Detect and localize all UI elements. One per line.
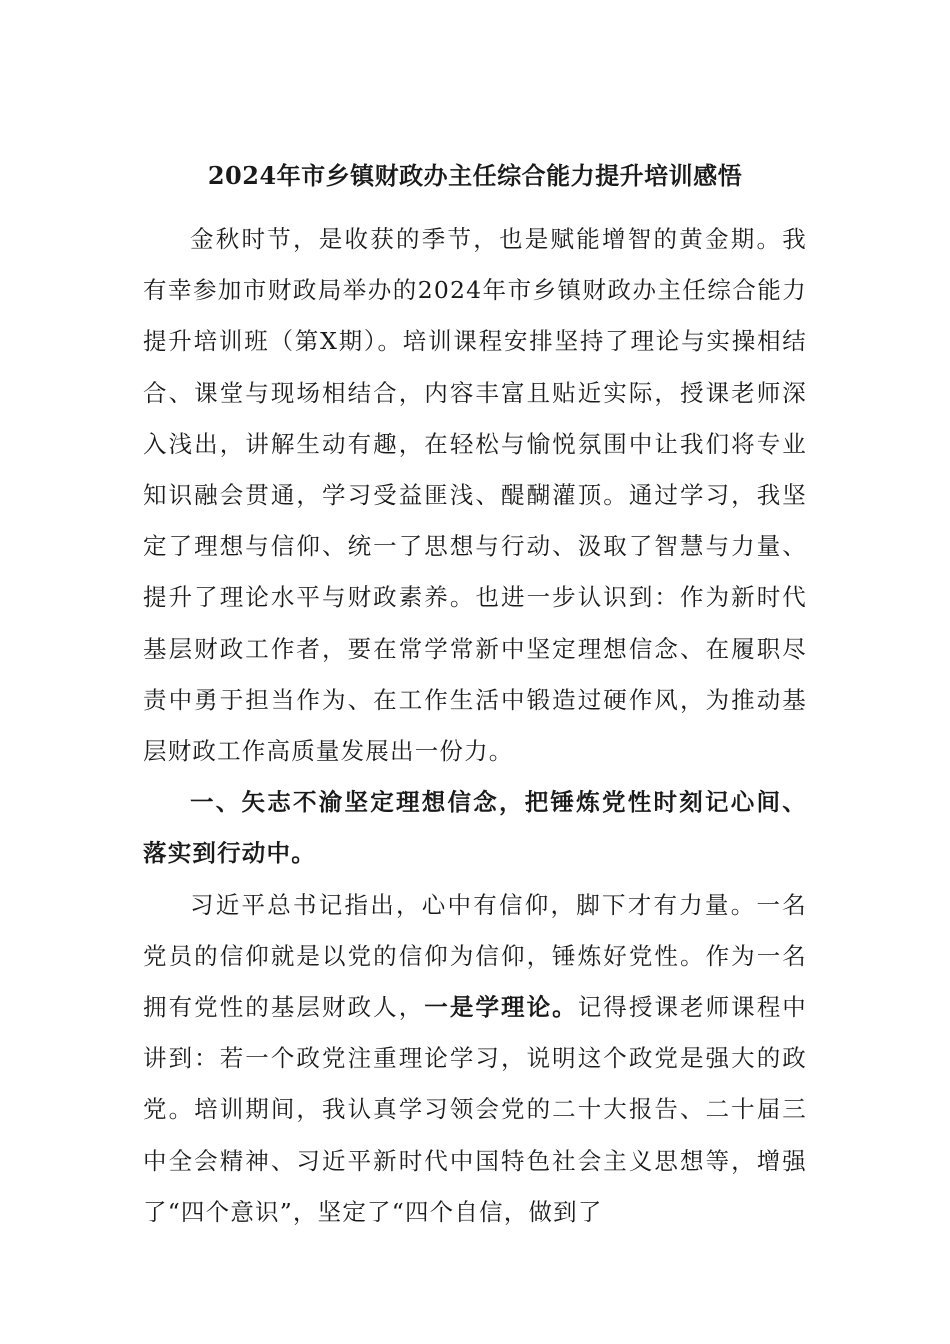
paragraph-lead-bold: 一是学理论。 (424, 993, 578, 1022)
paragraph-text: 记得授课老师课程中讲到：若一个政党注重理论学习，说明这个政党是强大的政党。培训期间，我认真学习领会党的二十大报告、二十届三中全会精神、习近平新时代中国特色社会主义思想等，增强了“四个意识”，坚定了“四个自信，做到了 (143, 993, 808, 1226)
paragraph-text: 习近平总书记指出，心中有信仰，脚下才有力量。一名党员的信仰就是以党的信仰为信仰，锤炼好党性。作为一名拥有党性的基层财政人， (143, 890, 807, 1022)
paragraph-intro: 金秋时节，是收获的季节，也是赋能增智的黄金期。我有幸参加市财政局举办的2024年市乡镇财政办主任综合能力提升培训班（第X期）。培训课程安排坚持了理论与实操相结合、课堂与现场相结合，内容丰富且贴近实际，授课老师深入浅出，讲解生动有趣，在轻松与愉悦氛围中让我们将专业知识融会贯通，学习受益匪浅、醍醐灌顶。通过学习，我坚定了理想与信仰、统一了思想与行动、汲取了智慧与力量、提升了理论水平与财政素养。也进一步认识到：作为新时代基层财政工作者，要在常学常新中坚定理想信念、在履职尽责中勇于担当作为、在工作生活中锻造过硬作风，为推动基层财政工作高质量发展出一份力。 (143, 225, 807, 766)
section-heading-1: 一、矢志不渝坚定理想信念，把锤炼党性时刻记心间、落实到行动中。 (143, 788, 807, 868)
document-body (143, 214, 807, 1238)
document-title: 2024年市乡镇财政办主任综合能力提升培训感悟 (207, 161, 743, 190)
paragraph-section-1 (143, 880, 807, 1238)
